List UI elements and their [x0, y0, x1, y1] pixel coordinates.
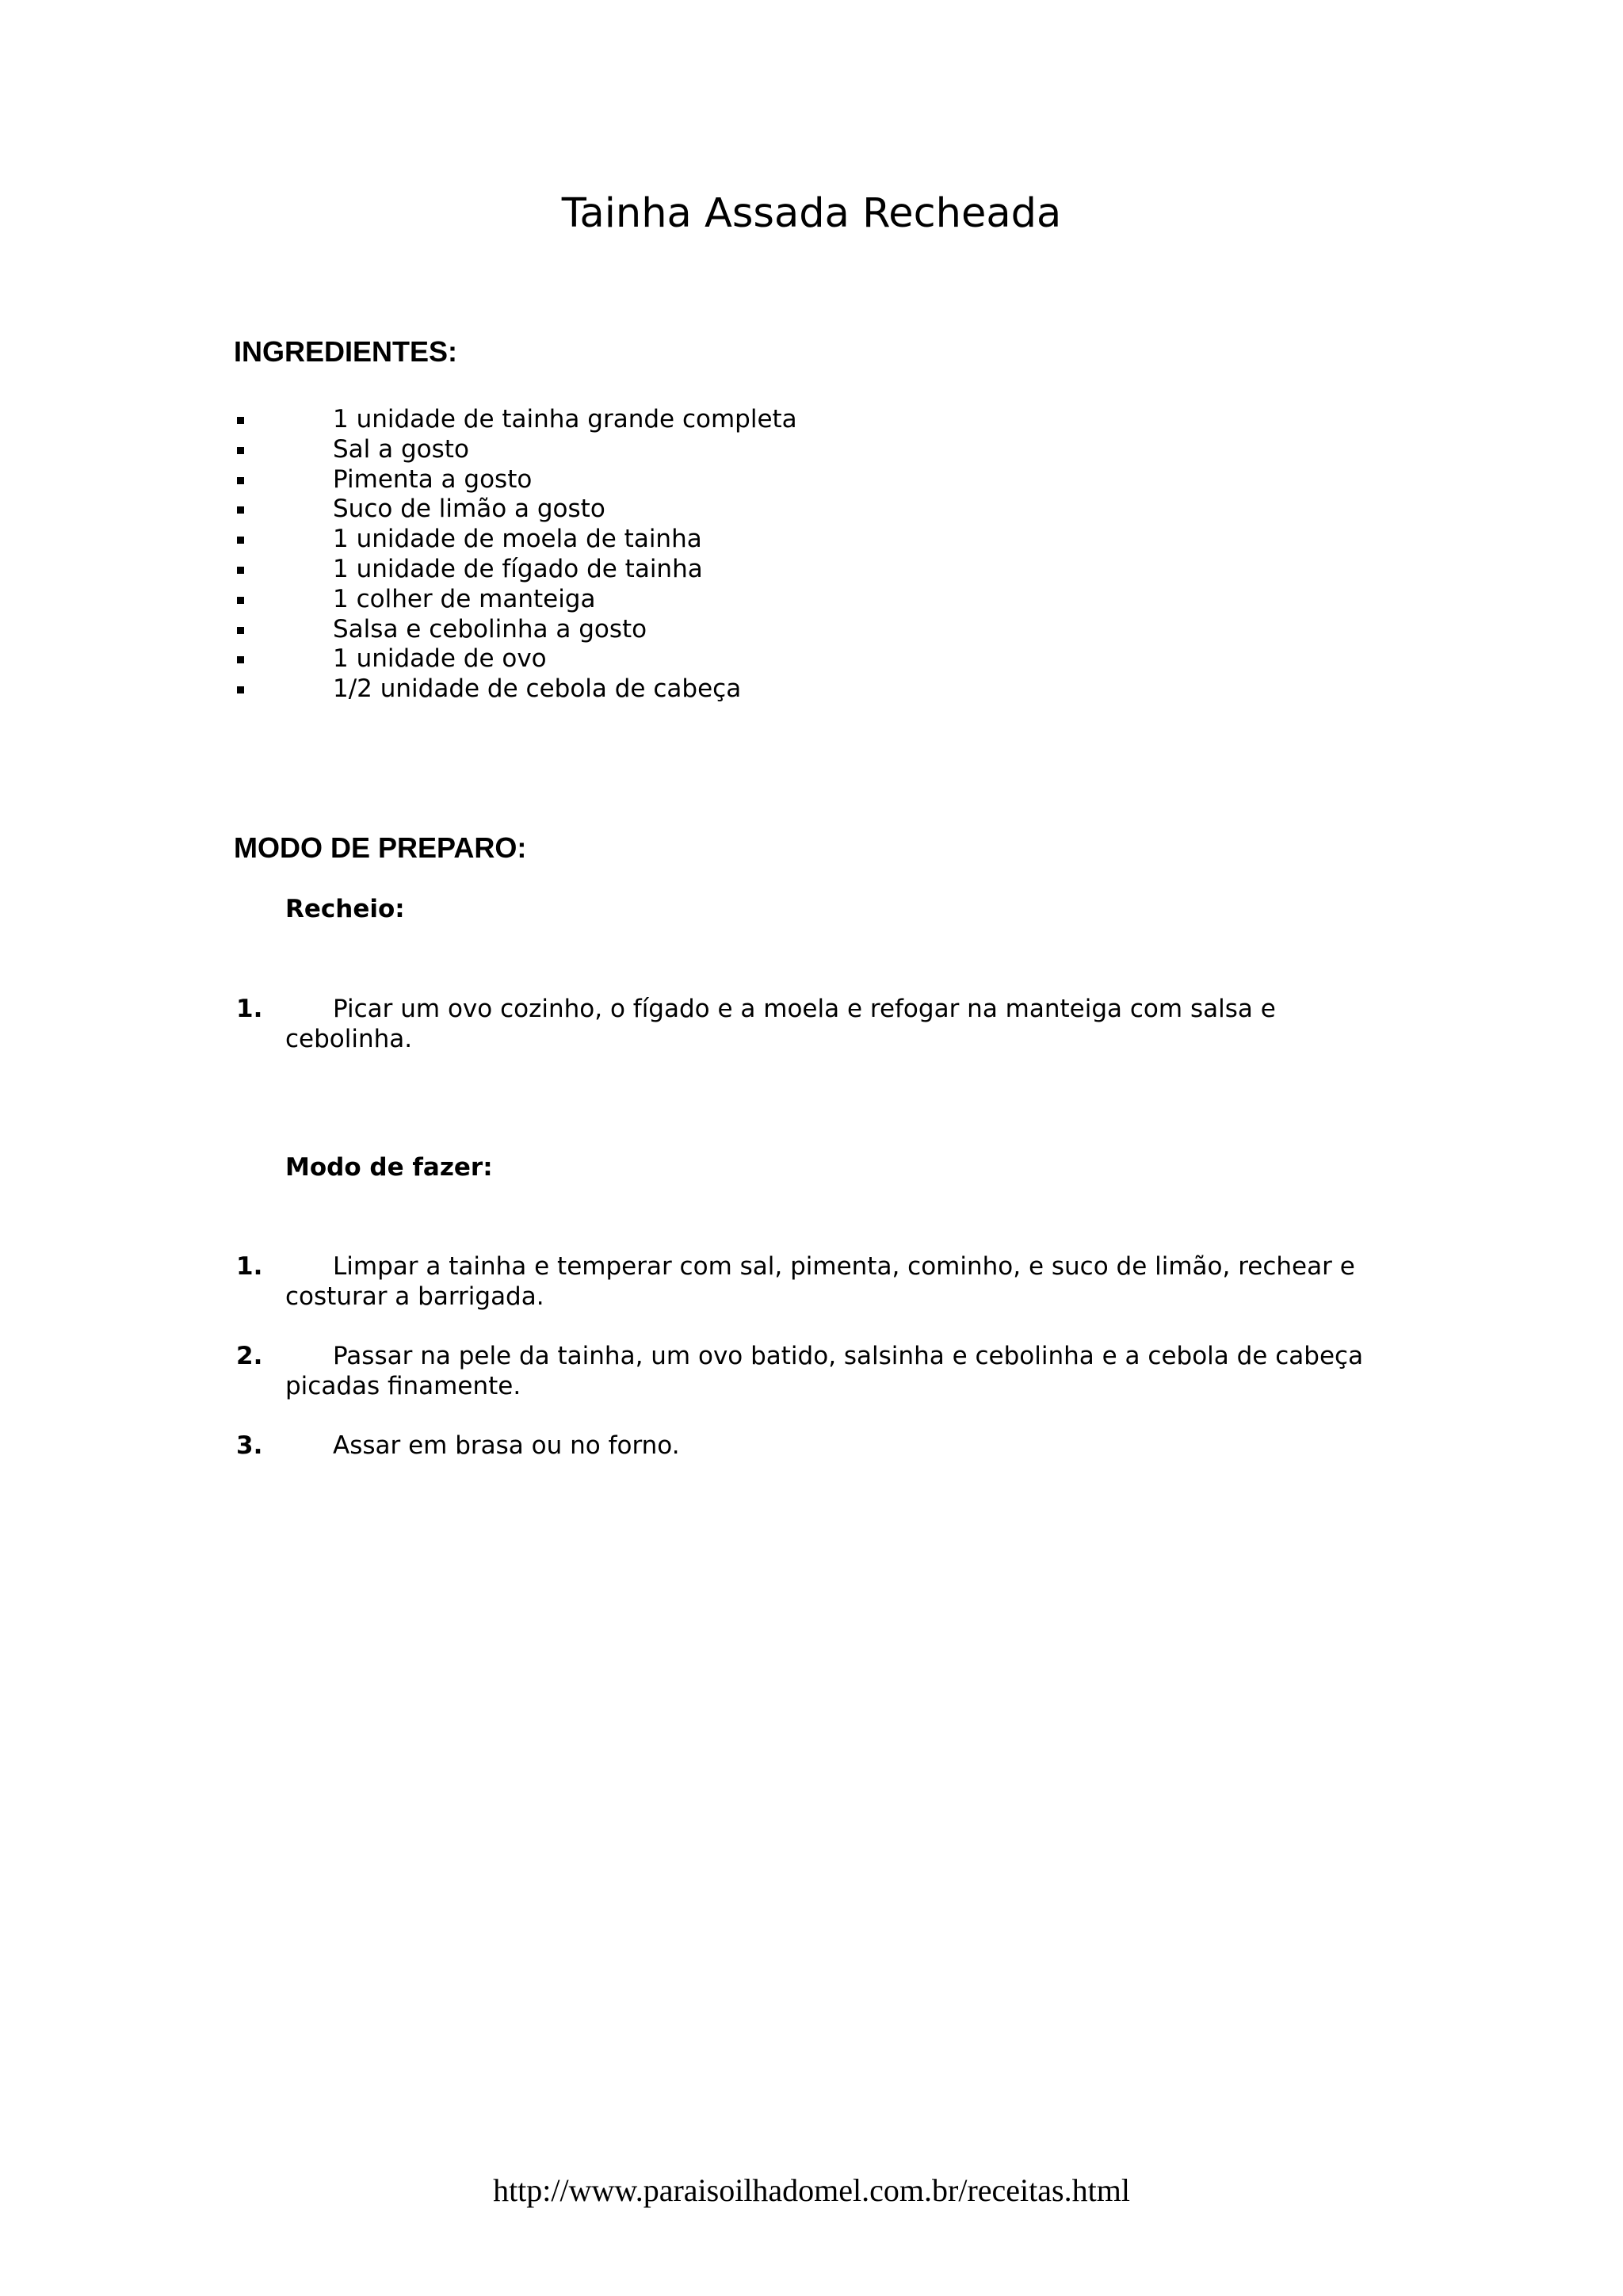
step-text: Passar na pele da tainha, um ovo batido, salsinha e cebolinha e a cebola de cabeça picadas finamente.: [285, 1342, 1364, 1400]
step-text: Assar em brasa ou no forno.: [333, 1431, 680, 1460]
footer-url: http://www.paraisoilhadomel.com.br/receitas.html: [493, 2172, 1130, 2208]
square-bullet-icon: [237, 567, 244, 574]
square-bullet-icon: [237, 477, 244, 484]
step-text: Picar um ovo cozinho, o fígado e a moela e refogar na manteiga com salsa e cebolinha.: [285, 995, 1276, 1053]
square-bullet-icon: [237, 597, 244, 604]
how-to-step: [234, 1341, 1391, 1401]
square-bullet-icon: [237, 417, 244, 424]
ingredients-heading: INGREDIENTES:: [234, 335, 458, 368]
square-bullet-icon: [237, 506, 244, 514]
method-heading: MODO DE PREPARO:: [234, 831, 527, 864]
step-text: Limpar a tainha e temperar com sal, pimenta, cominho, e suco de limão, rechear e costurar a barrigada.: [285, 1252, 1355, 1311]
step-number: 1.: [236, 1252, 263, 1281]
page-title: Tainha Assada Recheada: [561, 190, 1062, 237]
how-to-step: [234, 1431, 1391, 1461]
step-number: 1.: [236, 995, 263, 1023]
how-to-step: [234, 1251, 1391, 1312]
document-page: Tainha Assada Recheada INGREDIENTES: 1 unidade de tainha grande completa Sal a gosto Pimenta a gosto Suco de limão a gosto 1 unidade de moela de tainha 1 unidade de fígado de tainha 1 colher de manteiga Salsa e cebolinha a gosto 1 unidade de ovo 1/2 unidade de cebola de cabeça MODO DE PREPARO: Recheio: 1. Picar um ovo cozinho, o fígado e a moela e refogar na manteiga com salsa e cebolinha. Modo de fazer: 1. Limpar a tainha e temperar com sal, pimenta, cominho, e suco de limão, rechear e costurar a barrigada. 2. Passar na pele da tainha, um ovo batido, salsinha e cebolinha e a cebola de cabeça picadas finamente. 3. Assar em brasa ou no forno. http://www.paraisoilhadomel.com.br/receitas.html: [0, 0, 1623, 2296]
step-number: 2.: [236, 1342, 263, 1370]
square-bullet-icon: [237, 537, 244, 544]
step-number: 3.: [236, 1431, 263, 1460]
square-bullet-icon: [237, 686, 244, 693]
square-bullet-icon: [237, 447, 244, 454]
how-to-heading: Modo de fazer:: [285, 1153, 493, 1182]
square-bullet-icon: [237, 656, 244, 663]
filling-step: [234, 994, 1391, 1054]
filling-heading: Recheio:: [285, 895, 405, 923]
square-bullet-icon: [237, 627, 244, 634]
